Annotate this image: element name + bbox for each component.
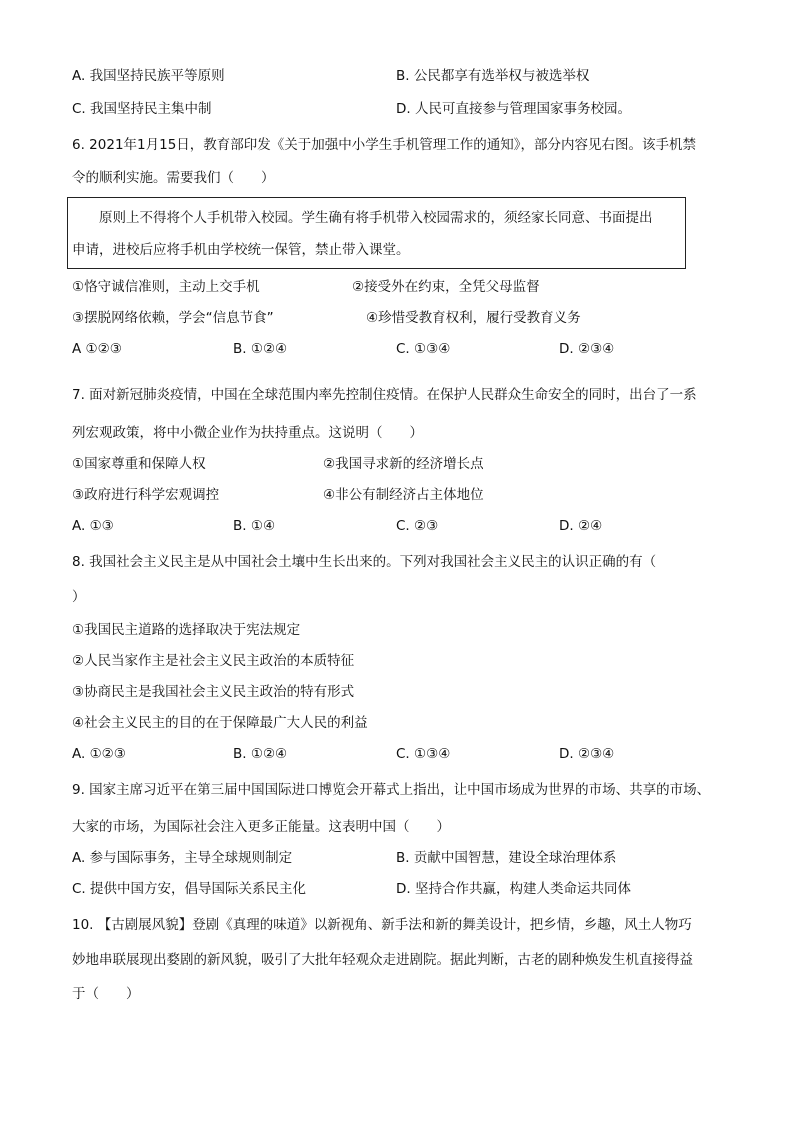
q6-option-a: A ①②③: [72, 341, 122, 357]
q6-option-c: C. ①③④: [396, 341, 451, 357]
q5-option-d: D. 人民可直接参与管理国家事务校园。: [396, 101, 631, 117]
q8-statement-2: ②人民当家作主是社会主义民主政治的本质特征: [72, 653, 355, 669]
q9-option-b: B. 贡献中国智慧，建设全球治理体系: [396, 850, 617, 866]
q8-statement-4: ④社会主义民主的目的在于保障最广大人民的利益: [72, 715, 368, 731]
q7-option-d: D. ②④: [559, 518, 603, 534]
q7-option-b: B. ①④: [233, 518, 276, 534]
q6-statement-3: ③摆脱网络依赖，学会“信息节食”: [72, 310, 274, 326]
q8-stem-line1: 8. 我国社会主义民主是从中国社会土壤中生长出来的。下列对我国社会主义民主的认识正确的有（: [72, 554, 657, 570]
q7-statement-4: ④非公有制经济占主体地位: [323, 487, 484, 503]
q9-stem-line2: 大家的市场，为国际社会注入更多正能量。这表明中国（ ）: [72, 819, 450, 835]
q7-stem-line1: 7. 面对新冠肺炎疫情，中国在全球范围内率先控制住疫情。在保护人民群众生命安全的同时，出台了一系: [72, 387, 697, 403]
q8-statement-3: ③协商民主是我国社会主义民主政治的特有形式: [72, 684, 355, 700]
q8-statement-1: ①我国民主道路的选择取决于宪法规定: [72, 622, 301, 638]
q10-stem-line1: 10. 【古剧展风貌】登剧《真理的味道》以新视角、新手法和新的舞美设计，把乡情，乡趣，风土人物巧: [72, 917, 692, 933]
q5-option-a: A. 我国坚持民族平等原则: [72, 68, 225, 84]
q6-excerpt-line2: 申请，进校后应将手机由学校统一保管，禁止带入课堂。: [72, 242, 410, 258]
q6-excerpt-box: [67, 197, 686, 269]
q8-option-a: A. ①②③: [72, 746, 126, 762]
q6-stem-line1: 6. 2021年1月15日，教育部印发《关于加强中小学生手机管理工作的通知》，部分内容见右图。该手机禁: [72, 137, 697, 153]
q6-excerpt-line1: 原则上不得将个人手机带入校园。学生确有将手机带入校园需求的，须经家长同意、书面提出: [99, 210, 653, 226]
q10-stem-line3: 于（ ）: [72, 986, 140, 1002]
q8-option-b: B. ①②④: [233, 746, 288, 762]
q5-option-c: C. 我国坚持民主集中制: [72, 101, 212, 117]
q6-statement-4: ④珍惜受教育权利，履行受教育义务: [366, 310, 581, 326]
q8-option-d: D. ②③④: [559, 746, 615, 762]
q6-statement-1: ①恪守诚信准则，主动上交手机: [72, 279, 260, 295]
q6-option-d: D. ②③④: [559, 341, 615, 357]
q7-option-c: C. ②③: [396, 518, 439, 534]
q7-stem-line2: 列宏观政策，将中小微企业作为扶持重点。这说明（ ）: [72, 425, 423, 441]
q9-option-d: D. 坚持合作共赢，构建人类命运共同体: [396, 881, 631, 897]
q5-option-b: B. 公民都享有选举权与被选举权: [396, 68, 590, 84]
q6-option-b: B. ①②④: [233, 341, 288, 357]
q9-stem-line1: 9. 国家主席习近平在第三届中国国际进口博览会开幕式上指出，让中国市场成为世界的市场、共享的市场、: [72, 782, 711, 798]
q10-stem-line2: 妙地串联展现出婺剧的新风貌，吸引了大批年轻观众走进剧院。据此判断，古老的剧种焕发生机直接得益: [72, 952, 693, 968]
q8-stem-line2: ）: [72, 589, 86, 605]
q9-option-a: A. 参与国际事务，主导全球规则制定: [72, 850, 293, 866]
q6-statement-2: ②接受外在约束，全凭父母监督: [352, 279, 540, 295]
q7-option-a: A. ①③: [72, 518, 114, 534]
q9-option-c: C. 提供中国方安，倡导国际关系民主化: [72, 881, 307, 897]
q7-statement-1: ①国家尊重和保障人权: [72, 456, 206, 472]
q7-statement-3: ③政府进行科学宏观调控: [72, 487, 220, 503]
q8-option-c: C. ①③④: [396, 746, 451, 762]
q7-statement-2: ②我国寻求新的经济增长点: [323, 456, 484, 472]
q6-stem-line2: 令的顺利实施。需要我们（ ）: [72, 170, 275, 186]
